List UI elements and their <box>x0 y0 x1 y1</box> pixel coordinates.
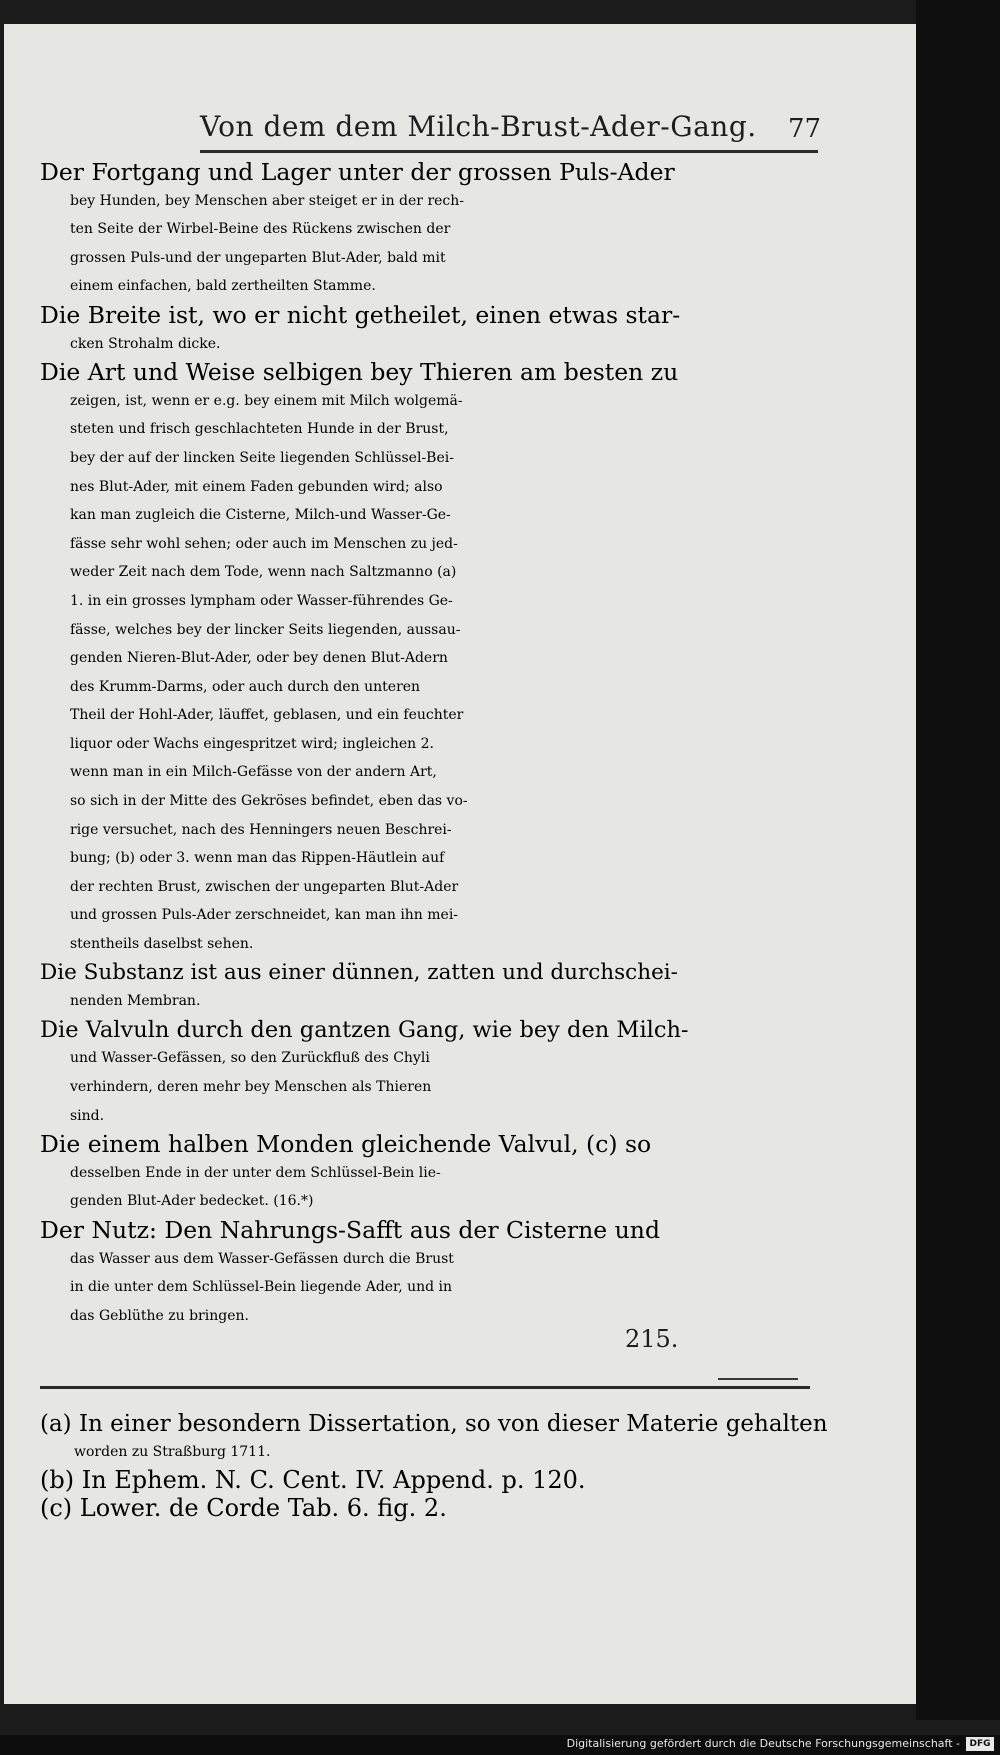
text-line: einem einfachen, bald zertheilten Stamme. <box>70 278 376 295</box>
text-line: Der Fortgang und Lager unter der grossen Puls-Ader <box>40 158 675 186</box>
text-line: so sich in der Mitte des Gekröses befindet, eben das vo- <box>70 793 468 810</box>
footnote <box>40 1410 830 1466</box>
paragraph <box>40 1016 690 1130</box>
catchword: 215. <box>625 1325 679 1353</box>
text-line: des Krumm-Darms, oder auch durch den unteren <box>70 678 421 695</box>
text-line: Die Substanz ist aus einer dünnen, zatten und durchschei- <box>40 959 678 985</box>
text-line: (a) In einer besondern Dissertation, so von dieser Materie gehalten <box>40 1411 828 1437</box>
body-text <box>40 158 690 1330</box>
text-line: (b) In Ephem. N. C. Cent. IV. Append. p. 120. <box>40 1466 586 1494</box>
text-line: und Wasser-Gefässen, so den Zurückfluß des Chyli <box>70 1050 430 1067</box>
text-line: desselben Ende in der unter dem Schlüssel-Bein lie- <box>70 1164 441 1181</box>
paragraph <box>40 959 690 1016</box>
text-line: grossen Puls-und der ungeparten Blut-Ader, bald mit <box>70 249 446 266</box>
text-line: liquor oder Wachs eingespritzet wird; ingleichen 2. <box>70 735 434 752</box>
footnote-rule-accent <box>718 1378 798 1380</box>
text-line: nenden Membran. <box>70 993 201 1010</box>
text-line: bung; (b) oder 3. wenn man das Rippen-Häutlein auf <box>70 850 445 867</box>
scan-background-edge <box>916 0 1000 1720</box>
paragraph <box>40 1130 690 1216</box>
credit-text: Digitalisierung gefördert durch die Deutsche Forschungsgemeinschaft - <box>566 1737 960 1750</box>
text-line: stentheils daselbst sehen. <box>70 936 254 953</box>
text-line: sind. <box>70 1107 105 1124</box>
text-line: fässe sehr wohl sehen; oder auch im Menschen zu jed- <box>70 535 458 552</box>
text-line: zeigen, ist, wenn er e.g. bey einem mit Milch wolgemä- <box>70 392 463 409</box>
text-line: Der Nutz: Den Nahrungs-Safft aus der Cisterne und <box>40 1215 660 1244</box>
text-line: Die Art und Weise selbigen bey Thieren am besten zu <box>40 358 679 387</box>
text-line: das Wasser aus dem Wasser-Gefässen durch die Brust <box>70 1250 454 1267</box>
paragraph <box>40 158 690 301</box>
text-line: genden Blut-Ader bedecket. (16.*) <box>70 1193 314 1210</box>
footnote <box>40 1466 830 1494</box>
running-head: Von dem dem Milch-Brust-Ader-Gang. <box>200 110 757 143</box>
text-line: worden zu Straßburg 1711. <box>74 1444 271 1460</box>
text-line: Die Valvuln durch den gantzen Gang, wie bey den Milch- <box>40 1016 689 1043</box>
text-line: verhindern, deren mehr bey Menschen als Thieren <box>70 1079 432 1095</box>
page-header <box>200 110 820 150</box>
text-line: der rechten Brust, zwischen der ungeparten Blut-Ader <box>70 878 459 895</box>
text-line: steten und frisch geschlachteten Hunde in der Brust, <box>70 421 449 438</box>
header-rule <box>200 150 818 153</box>
text-line: nes Blut-Ader, mit einem Faden gebunden wird; also <box>70 478 443 495</box>
paragraph <box>40 1216 690 1330</box>
paragraph <box>40 358 690 958</box>
text-line: genden Nieren-Blut-Ader, oder bey denen Blut-Adern <box>70 650 448 667</box>
text-line: wenn man in ein Milch-Gefässe von der andern Art, <box>70 764 437 781</box>
footnotes <box>40 1410 830 1522</box>
text-line: Die einem halben Monden gleichende Valvul, (c) so <box>40 1130 652 1159</box>
footnote <box>40 1494 830 1522</box>
text-line: bey der auf der lincken Seite liegenden Schlüssel-Bei- <box>70 449 454 466</box>
text-line: rige versuchet, nach des Henningers neuen Beschrei- <box>70 821 452 838</box>
text-line: weder Zeit nach dem Tode, wenn nach Saltzmanno (a) <box>70 564 457 581</box>
text-line: (c) Lower. de Corde Tab. 6. fig. 2. <box>40 1494 447 1522</box>
text-line: fässe, welches bey der lincker Seits liegenden, aussau- <box>70 621 461 638</box>
text-line: Theil der Hohl-Ader, läuffet, geblasen, und ein feuchter <box>70 707 464 724</box>
text-line: das Geblüthe zu bringen. <box>70 1307 249 1324</box>
text-line: 1. in ein grosses lympham oder Wasser-führendes Ge- <box>70 592 453 609</box>
text-line: ten Seite der Wirbel-Beine des Rückens zwischen der <box>70 221 451 238</box>
text-line: in die unter dem Schlüssel-Bein liegende Ader, und in <box>70 1279 453 1296</box>
text-line: cken Strohalm dicke. <box>70 335 221 352</box>
text-line: bey Hunden, bey Menschen aber steiget er in der rech- <box>70 192 465 209</box>
footnote-rule <box>40 1386 810 1389</box>
page-number: 77 <box>788 114 822 144</box>
text-line: und grossen Puls-Ader zerschneidet, kan man ihn mei- <box>70 907 459 924</box>
digitization-credit-bar <box>0 1735 1000 1755</box>
text-line: Die Breite ist, wo er nicht getheilet, einen etwas star- <box>40 300 681 329</box>
dfg-logo: DFG <box>966 1737 994 1751</box>
paragraph <box>40 301 690 358</box>
text-line: kan man zugleich die Cisterne, Milch-und Wasser-Ge- <box>70 507 451 524</box>
